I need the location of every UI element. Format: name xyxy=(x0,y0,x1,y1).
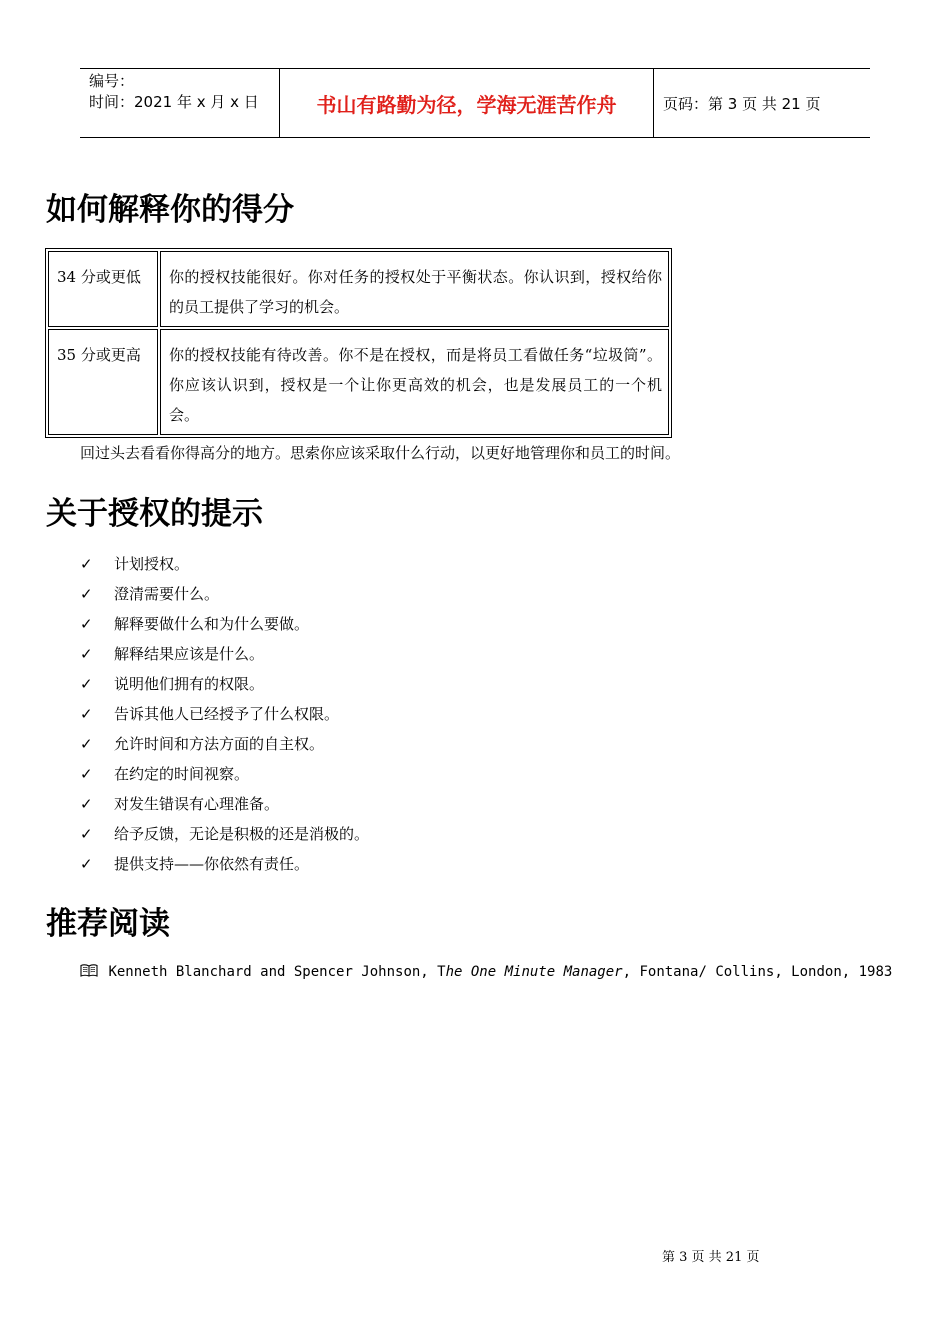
tip-text: 提供支持——你依然有责任。 xyxy=(114,855,310,873)
list-item xyxy=(80,729,369,759)
score-range: 34 分或更低 xyxy=(48,251,158,327)
reference-publisher: , Fontana/ Collins, London, 1983 xyxy=(622,964,893,980)
header-motto: 书山有路勤为径，学海无涯苦作舟 xyxy=(280,69,654,137)
checkmark-icon: ✓ xyxy=(80,735,93,753)
checkmark-icon: ✓ xyxy=(80,585,93,603)
page-footer: 第 3 页 共 21 页 xyxy=(662,1250,760,1265)
section-title-score: 如何解释你的得分 xyxy=(46,192,294,228)
score-note: 回过头去看看你得高分的地方。思索你应该采取什么行动，以更好地管理你和员工的时间。 xyxy=(80,444,681,462)
tip-text: 给予反馈，无论是积极的还是消极的。 xyxy=(114,825,370,843)
list-item xyxy=(80,579,369,609)
checkmark-icon: ✓ xyxy=(80,765,93,783)
reference-book-title: he One Minute Manager xyxy=(445,964,623,980)
checkmark-icon: ✓ xyxy=(80,705,93,723)
table-row xyxy=(48,329,669,435)
tip-text: 解释要做什么和为什么要做。 xyxy=(114,615,310,633)
header-date: 时间：2021 年 x 月 x 日 xyxy=(89,93,259,111)
header-info xyxy=(80,69,280,137)
list-item xyxy=(80,759,369,789)
checkmark-icon: ✓ xyxy=(80,825,93,843)
checkmark-icon: ✓ xyxy=(80,855,93,873)
list-item xyxy=(80,699,369,729)
reading-reference xyxy=(80,964,892,980)
list-item xyxy=(80,609,369,639)
section-title-reading: 推荐阅读 xyxy=(46,906,170,942)
list-item xyxy=(80,849,369,879)
checkmark-icon: ✓ xyxy=(80,555,93,573)
tip-text: 说明他们拥有的权限。 xyxy=(114,675,265,693)
tip-text: 在约定的时间视察。 xyxy=(114,765,250,783)
reference-authors: Kenneth Blanchard and Spencer Johnson, T xyxy=(108,964,446,980)
tip-text: 告诉其他人已经授予了什么权限。 xyxy=(114,705,340,723)
tip-text: 计划授权。 xyxy=(114,555,190,573)
checkmark-icon: ✓ xyxy=(80,645,93,663)
score-description: 你的授权技能有待改善。你不是在授权，而是将员工看做任务“垃圾筒”。你应该认识到，授权是一个让你更高效的机会，也是发展员工的一个机会。 xyxy=(160,329,669,435)
list-item xyxy=(80,669,369,699)
book-icon xyxy=(80,964,106,980)
checkmark-icon: ✓ xyxy=(80,675,93,693)
tip-text: 允许时间和方法方面的自主权。 xyxy=(114,735,325,753)
list-item xyxy=(80,639,369,669)
score-range: 35 分或更高 xyxy=(48,329,158,435)
score-description: 你的授权技能很好。你对任务的授权处于平衡状态。你认识到，授权给你的员工提供了学习的机会。 xyxy=(160,251,669,327)
header-number: 编号： xyxy=(89,72,135,90)
section-title-tips: 关于授权的提示 xyxy=(46,496,263,532)
table-row xyxy=(48,251,669,327)
list-item xyxy=(80,789,369,819)
checkmark-icon: ✓ xyxy=(80,615,93,633)
checkmark-icon: ✓ xyxy=(80,795,93,813)
tip-text: 澄清需要什么。 xyxy=(114,585,220,603)
page-header xyxy=(80,68,870,138)
tip-text: 对发生错误有心理准备。 xyxy=(114,795,280,813)
tip-text: 解释结果应该是什么。 xyxy=(114,645,265,663)
header-page: 页码：第 3 页 共 21 页 xyxy=(663,94,821,113)
score-table xyxy=(45,248,672,438)
tips-list xyxy=(80,549,369,879)
list-item xyxy=(80,819,369,849)
list-item xyxy=(80,549,369,579)
